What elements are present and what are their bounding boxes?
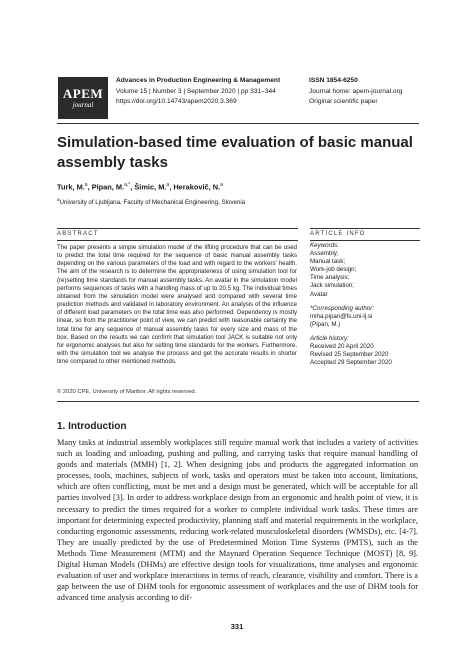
abstract-top-rule — [57, 228, 298, 229]
paper-title: Simulation-based time evaluation of basic manual assembly tasks — [57, 134, 413, 171]
header-rule — [57, 123, 419, 124]
affiliation-sup: a — [57, 197, 60, 202]
logo-subtext: journal — [72, 100, 94, 109]
journal-doi[interactable]: https://doi.org/10.14743/apem2020.3.369 — [116, 98, 237, 105]
journal-homepage: Journal home: apem-journal.org — [309, 87, 403, 95]
corresponding-label: *Corresponding author: — [310, 304, 374, 312]
journal-volume: Volume 15 | Number 3 | September 2020 | pp 331–344 — [116, 87, 276, 95]
keyword-item: Manual task; — [310, 258, 346, 266]
history-item: Revised 25 September 2020 — [310, 351, 389, 359]
article-info-top-rule — [310, 228, 420, 229]
abstract-sub-rule — [57, 240, 298, 241]
journal-meta — [309, 76, 429, 108]
history-label: Article history: — [310, 334, 349, 342]
author-sup: a — [84, 182, 88, 188]
abstract-bottom-rule — [57, 401, 419, 402]
history-item: Accepted 29 September 2020 — [310, 359, 392, 367]
author-sup: a — [220, 182, 223, 188]
abstract-text: The paper presents a simple simulation model of the lifting procedure that can be used to predict the total time required for the sequence of basic manual assembly tasks depending on the various parameters of the load and with regard to the workers' health. The aim of the research is to determine the appropriateness of using simulation tool for (re)setting time standards for manual assembly tasks. An avatar in the simulation model performs sequences of tasks with a handling mass of up to 20.5 kg. The individual times obtained from the simulation model were analysed and compared with several time prediction methods and validated in laboratory environment. An analysis of the influence of different load parameters on the total time was also performed. Dependency is mostly linear, so from the practitioner point of view, we can predict with reasonable certainty the total time for any sequence of manual assembly tasks for every size and mass of the box. Based on the results we can confirm that simulation tool JACK is suitable not only for ergonomic analyses but also for setting time standards for the workers. Furthermore, with the simulation tool we analyse the process and get the accurate results in shorter time compared to other mentioned methods. — [57, 244, 297, 366]
journal-logo — [58, 77, 108, 119]
paper-type: Original scientific paper — [309, 98, 378, 105]
history-item: Received 20 April 2020 — [310, 343, 374, 351]
journal-title: Advances in Production Engineering & Management — [116, 77, 281, 84]
keyword-item: Avatar — [310, 290, 328, 298]
author-name: Šimic, M. — [134, 182, 167, 192]
introduction-text: Many tasks at industrial assembly workplaces still require manual work that includes a variety of activities such as loading and unloading, pushing and pulling, and carrying tasks that require manual handling of goods and materials (MMH) [1, 2]. When designing jobs and products the aggregated information on processes, tools, machines, subjects of work, tasks and operators must be taken into account, limitations, which are often conflicting, must be met and a design must be generated, which will be acceptable for all parties involved [3]. In order to address workplace design from an ergonomic and health point of view, it is necessary to predict the times required for a worker to complete individual work tasks. These times are important for determining expected productivity, planning staff and material requirements in the workplace, conducting ergonomic assessments, reducing work-related musculoskeletal disorders (WMSDs), etc. [4-7]. They are usually predicted by the use of Predetermined Motion Time Systems (PMTS), such as the Methods Time Measurement (MTM) and the Maynard Operation Sequence Technique (MOST) [8, 9]. Digital Human Models (DHMs) are effective design tools for visualizations, time analyses and ergonomic evaluation of user and workplace interactions in terms of reach, clearance, visibility and comfort. There is a gap between the use of DHM tools for ergonomic assessment of workplaces and the use of DHM tools for advanced time analysis according to dif- — [57, 438, 418, 603]
keywords-label: Keywords: — [310, 242, 339, 249]
author-name: Herakovič, N. — [173, 182, 221, 192]
page-number: 331 — [230, 622, 244, 631]
corresponding-name: (Pipan, M.) — [310, 320, 341, 328]
journal-issn: ISSN 1854-6250 — [309, 77, 358, 84]
journal-info — [116, 76, 302, 108]
keywords-block — [310, 242, 420, 299]
author-sup: a — [166, 182, 170, 188]
author-name: Pipan, M. — [91, 182, 125, 192]
copyright-notice: © 2020 CPE, University of Maribor. All rights reserved. — [57, 389, 197, 395]
author-sup: a,* — [124, 182, 131, 188]
affiliation — [57, 197, 245, 206]
keyword-item: Work-job design; — [310, 266, 357, 274]
logo-text: APEM — [62, 85, 104, 101]
corresponding-block — [310, 305, 420, 329]
history-block — [310, 335, 420, 367]
article-info-heading: ARTICLE INFO — [310, 231, 366, 237]
abstract-heading: ABSTRACT — [57, 231, 99, 237]
article-info-sub-rule — [310, 240, 420, 241]
keyword-item: Jack simulation; — [310, 282, 355, 290]
author-name: Turk, M. — [57, 182, 85, 192]
keyword-item: Assembly; — [310, 250, 339, 258]
article-info-panel — [310, 242, 420, 373]
affiliation-text: University of Ljubljana, Faculty of Mechanical Engineering, Slovenia — [59, 199, 246, 207]
corresponding-email[interactable]: miha.pipan@fs.uni-lj.si — [310, 312, 373, 320]
author-list: Turk, M.$^a$, Pipan, M.$^{a,*}$, Šimic, M.$^a$, Herakovič, N.$^a$ — [57, 182, 223, 192]
section-heading-introduction: 1. Introduction — [57, 421, 127, 432]
keyword-item: Time analysis; — [310, 274, 350, 282]
